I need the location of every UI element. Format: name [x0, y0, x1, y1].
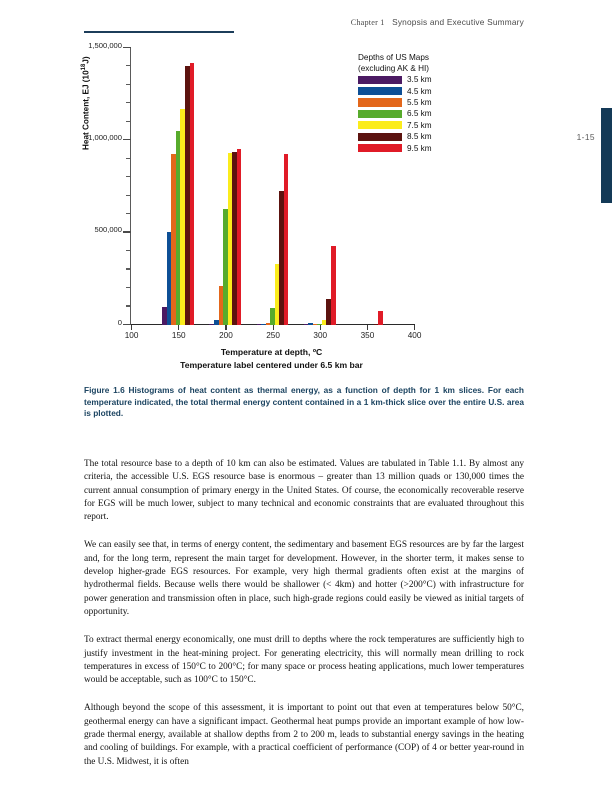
- legend-swatch-9-5-km: [358, 144, 402, 152]
- legend-label: 8.5 km: [407, 132, 432, 142]
- y-axis-tick: [88, 133, 131, 143]
- legend-label: 4.5 km: [407, 86, 432, 96]
- legend-label: 7.5 km: [407, 120, 432, 130]
- x-axis-tick: [124, 325, 139, 340]
- y-axis-tick: [126, 195, 131, 196]
- x-axis-tick: [219, 325, 233, 340]
- y-axis-tick: [126, 176, 131, 177]
- y-axis-tick-label: 500,000: [94, 225, 122, 235]
- figure-1-6: [81, 40, 504, 370]
- body-paragraph: Although beyond the scope of this assessment, it is important to point out that even at temperatures below 50°C, geothermal energy can have a significant impact. Geothermal heat pumps provide an important example of how low-grade thermal energy, available at shallow depths from 2 to 200 m, leads to substantial energy savings in the heating and cooling of buildings. For example, with a practical coefficient of performance (COP) of 4 or better year-round in the U.S. Midwest, it is often: [84, 703, 524, 767]
- y-axis-tick: [126, 102, 131, 103]
- y-axis-tick: [126, 213, 131, 214]
- legend-swatch-7-5-km: [358, 121, 402, 129]
- y-axis-label-tail: J): [81, 56, 91, 64]
- bar-250-9-5-km: [284, 154, 289, 325]
- body-text: [84, 458, 524, 784]
- legend-item: [358, 85, 432, 96]
- chart-x-axis-label: [130, 346, 413, 371]
- legend-label: 3.5 km: [407, 75, 432, 85]
- chapter-edge-tab: [601, 108, 612, 203]
- legend-swatch-5-5-km: [358, 98, 402, 106]
- x-axis-tick-label: 400: [407, 331, 422, 340]
- legend-item: [358, 142, 432, 153]
- bar-300-9-5-km: [331, 246, 336, 325]
- header-rule: [84, 31, 234, 33]
- y-axis-label-exponent: 18: [81, 63, 87, 71]
- x-axis-tick-label: 300: [313, 331, 328, 340]
- legend-item: [358, 131, 432, 142]
- x-axis-tick: [171, 325, 186, 340]
- legend-swatch-3-5-km: [358, 76, 402, 84]
- legend-label: 6.5 km: [407, 109, 432, 119]
- y-axis-tick: [117, 317, 131, 327]
- x-axis-tick: [266, 325, 280, 340]
- running-head-title: Synopsis and Executive Summary: [392, 17, 524, 27]
- y-axis-tick: [126, 287, 131, 288]
- y-axis-tick: [88, 40, 131, 50]
- legend-title-line2: (excluding AK & HI): [358, 64, 429, 73]
- legend-label: 9.5 km: [407, 143, 432, 153]
- legend-item: [358, 120, 432, 131]
- x-axis-tick: [313, 325, 328, 340]
- legend-swatch-8-5-km: [358, 133, 402, 141]
- bar-150-9-5-km: [190, 63, 195, 325]
- page-number: 1-15: [576, 132, 595, 142]
- legend-item: [358, 97, 432, 108]
- bar-350-9-5-km: [378, 311, 383, 325]
- y-axis-tick: [126, 65, 131, 66]
- legend-entries: [358, 74, 432, 154]
- legend-label: 5.5 km: [407, 97, 432, 107]
- y-axis-tick: [126, 305, 131, 306]
- x-axis-tick: [360, 325, 375, 340]
- running-head-chapter: Chapter 1: [350, 18, 385, 27]
- y-axis-tick: [94, 225, 131, 235]
- y-axis-tick: [126, 158, 131, 159]
- y-axis-tick: [126, 250, 131, 251]
- legend-swatch-4-5-km: [358, 87, 402, 95]
- y-axis-tick-label: 0: [117, 317, 122, 327]
- body-paragraph: To extract thermal energy economically, one must drill to depths where the rock temperatures are sufficiently high to justify investment in the heat-mining project. For generating electricity, this will normally mean drilling to rock temperatures in excess of 150°C to 200°C; for many space or process heating applications, much lower temperatures would be acceptable, such as 100°C to 150°C.: [84, 635, 524, 686]
- legend-swatch-6-5-km: [358, 110, 402, 118]
- figure-caption: Figure 1.6 Histograms of heat content as thermal energy, as a function of depth for 1 km slices. For each temperature indicated, the total thermal energy content contained in a 1 km-thick slice over the entire U.S. area is plotted.: [84, 385, 524, 419]
- legend-title-line1: Depths of US Maps: [358, 53, 429, 62]
- x-axis-label-line2: Temperature label centered under 6.5 km bar: [180, 359, 363, 370]
- legend-item: [358, 108, 432, 119]
- x-axis-label-line1: Temperature at depth, ºC: [220, 347, 323, 357]
- x-axis-tick-label: 200: [219, 331, 233, 340]
- y-axis-label-text: Heat Content, EJ (10: [81, 70, 91, 150]
- y-axis-tick: [126, 84, 131, 85]
- y-axis-tick-label: 1,000,000: [88, 133, 122, 143]
- y-axis-tick: [126, 268, 131, 269]
- x-axis-tick-label: 350: [360, 331, 375, 340]
- x-axis-tick-label: 100: [124, 331, 139, 340]
- body-paragraph: The total resource base to a depth of 10 km can also be estimated. Values are tabulated in Table 1.1. By almost any criteria, the accessible U.S. EGS resource base is enormous – greater than 13 million quads or 130,000 times the current annual consumption of primary energy in the United States. Of course, the economically recoverable reserve for EGS will be much lower, subject to many technical and economic constraints that are evaluated throughout this report.: [84, 459, 524, 523]
- chart-legend: [358, 52, 432, 154]
- y-axis-tick-label: 1,500,000: [88, 40, 122, 50]
- x-axis-tick-label: 150: [171, 331, 186, 340]
- x-axis-tick: [407, 325, 422, 340]
- running-head: [0, 17, 524, 27]
- bar-200-9-5-km: [237, 149, 242, 325]
- x-axis-tick-label: 250: [266, 331, 280, 340]
- body-paragraph: We can easily see that, in terms of energy content, the sedimentary and basement EGS resources are by far the largest and, for the long term, represent the main target for development. However, in the shorter term, it makes sense to develop higher-grade EGS resources. For example, very high thermal gradients often exist at the margins of hydrothermal fields. Because wells there would be shallower (< 4km) and hotter (>200°C) with infrastructure for power generation and transmission often in place, such high-grade regions could easily be viewed as initial targets of opportunity.: [84, 540, 524, 617]
- legend-item: [358, 74, 432, 85]
- y-axis-tick: [126, 121, 131, 122]
